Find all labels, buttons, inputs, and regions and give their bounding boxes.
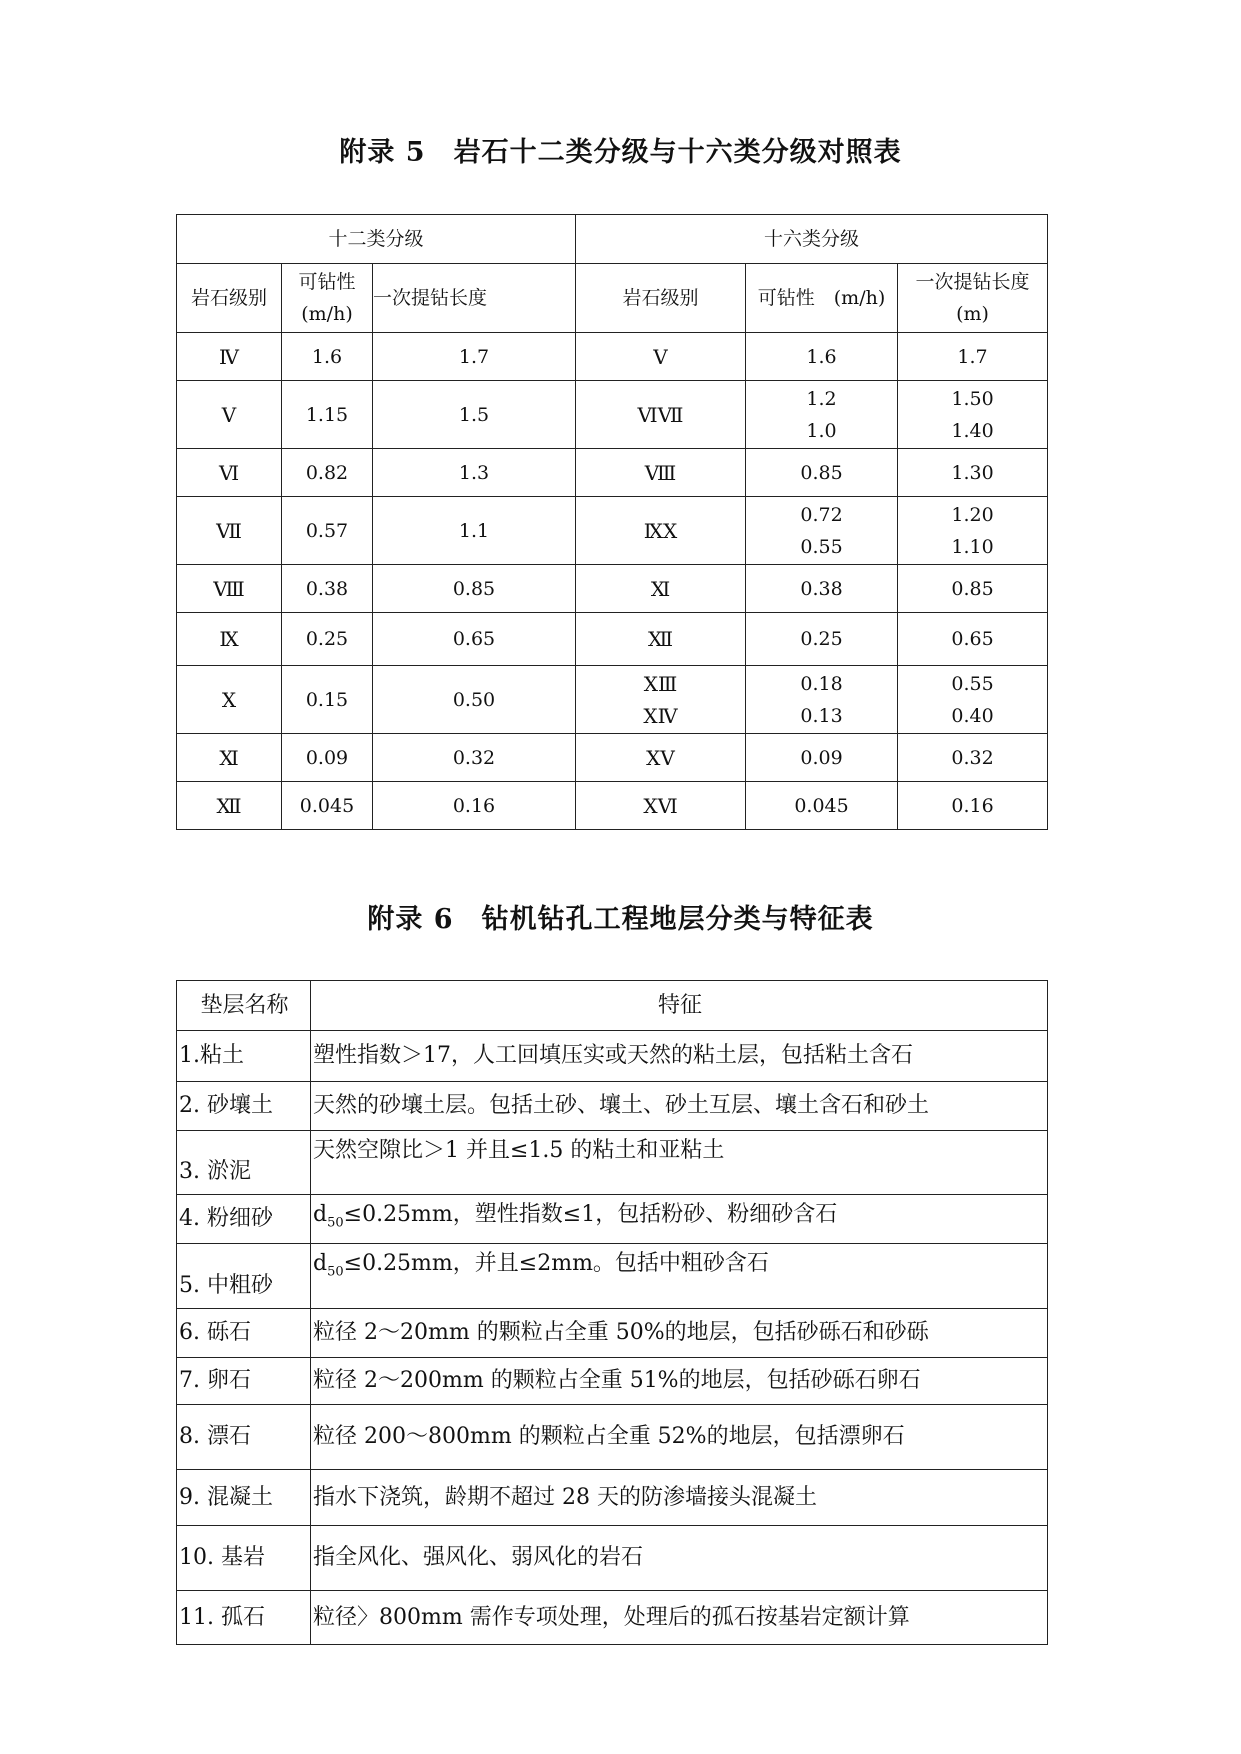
len16-cell: 0.32 bbox=[898, 734, 1048, 782]
table-row bbox=[177, 1405, 1048, 1470]
table-row bbox=[177, 613, 1048, 666]
col-name-header: 垫层名称 bbox=[177, 981, 311, 1031]
grade12-cell: Ⅺ bbox=[177, 734, 282, 782]
len12-cell: 1.3 bbox=[373, 449, 576, 497]
grade16-cell: ⅩⅢ ⅩⅣ bbox=[576, 666, 746, 734]
table-row bbox=[177, 565, 1048, 613]
drill12-cell: 1.6 bbox=[282, 333, 373, 381]
drill16-cell: 0.85 bbox=[746, 449, 898, 497]
table-row bbox=[177, 497, 1048, 565]
stratum-feature-cell: 粒径 200～800mm 的颗粒占全重 52%的地层，包括漂卵石 bbox=[311, 1405, 1048, 1470]
drill16-cell: 0.18 0.13 bbox=[746, 666, 898, 734]
table-row bbox=[177, 666, 1048, 734]
table-row bbox=[177, 1131, 1048, 1195]
table-row bbox=[177, 333, 1048, 381]
drill12-cell: 0.25 bbox=[282, 613, 373, 666]
stratum-classification-table bbox=[176, 980, 1048, 1645]
stratum-feature-cell: 指全风化、强风化、弱风化的岩石 bbox=[311, 1526, 1048, 1591]
drill12-cell: 0.38 bbox=[282, 565, 373, 613]
stratum-name-cell: 11. 孤石 bbox=[177, 1591, 311, 1645]
drill12-cell: 0.09 bbox=[282, 734, 373, 782]
grade16-cell: ⅨⅩ bbox=[576, 497, 746, 565]
table-row bbox=[177, 1244, 1048, 1309]
stratum-name-cell: 2. 砂壤土 bbox=[177, 1082, 311, 1131]
table-row bbox=[177, 1470, 1048, 1526]
table-row bbox=[177, 1526, 1048, 1591]
stratum-name-cell: 3. 淤泥 bbox=[177, 1131, 311, 1195]
grade12-cell: Ⅶ bbox=[177, 497, 282, 565]
grade16-cell: Ⅷ bbox=[576, 449, 746, 497]
grade16-cell: Ⅺ bbox=[576, 565, 746, 613]
drill12-cell: 0.82 bbox=[282, 449, 373, 497]
grade16-cell: ⅩⅤ bbox=[576, 734, 746, 782]
len12-cell: 1.1 bbox=[373, 497, 576, 565]
table-row bbox=[177, 782, 1048, 830]
drill16-cell: 0.045 bbox=[746, 782, 898, 830]
len12-cell: 0.85 bbox=[373, 565, 576, 613]
stratum-name-cell: 8. 漂石 bbox=[177, 1405, 311, 1470]
len16-cell: 1.7 bbox=[898, 333, 1048, 381]
len12-cell: 1.5 bbox=[373, 381, 576, 449]
len12-cell: 0.16 bbox=[373, 782, 576, 830]
stratum-feature-cell: 天然的砂壤土层。包括土砂、壤土、砂土互层、壤土含石和砂土 bbox=[311, 1082, 1048, 1131]
grade12-cell: Ⅵ bbox=[177, 449, 282, 497]
col-len16-header: 一次提钻长度 (m) bbox=[898, 264, 1048, 333]
stratum-feature-cell: 塑性指数＞17，人工回填压实或天然的粘土层，包括粘土含石 bbox=[311, 1031, 1048, 1082]
table-row bbox=[177, 381, 1048, 449]
col-drill12-header: 可钻性 (m/h) bbox=[282, 264, 373, 333]
len12-cell: 1.7 bbox=[373, 333, 576, 381]
stratum-name-cell: 4. 粉细砂 bbox=[177, 1195, 311, 1244]
len16-cell: 0.65 bbox=[898, 613, 1048, 666]
drill12-cell: 1.15 bbox=[282, 381, 373, 449]
table-row bbox=[177, 1082, 1048, 1131]
col-drill16-header: 可钻性 (m/h) bbox=[746, 264, 898, 333]
stratum-feature-cell: $d_{50}\le 0.25mm$，塑性指数≤1，包括粉砂、粉细砂含石 bbox=[311, 1195, 1048, 1244]
appendix6-title: 附录 6 钻机钻孔工程地层分类与特征表 bbox=[367, 904, 874, 935]
len12-cell: 0.65 bbox=[373, 613, 576, 666]
group-12-header: 十二类分级 bbox=[177, 215, 576, 264]
stratum-feature-cell: 天然空隙比＞1 并且≤1.5 的粘土和亚粘土 bbox=[311, 1131, 1048, 1195]
col-grade16-header: 岩石级别 bbox=[576, 264, 746, 333]
grade16-cell: ⅥⅦ bbox=[576, 381, 746, 449]
drill16-cell: 0.25 bbox=[746, 613, 898, 666]
grade12-cell: Ⅻ bbox=[177, 782, 282, 830]
grade12-cell: Ⅸ bbox=[177, 613, 282, 666]
drill12-cell: 0.045 bbox=[282, 782, 373, 830]
group-16-header: 十六类分级 bbox=[576, 215, 1048, 264]
table-row bbox=[177, 734, 1048, 782]
stratum-name-cell: 9. 混凝土 bbox=[177, 1470, 311, 1526]
grade12-cell: Ⅹ bbox=[177, 666, 282, 734]
table-row bbox=[177, 1195, 1048, 1244]
grade16-cell: Ⅴ bbox=[576, 333, 746, 381]
col-len12-header: 一次提钻长度 bbox=[373, 264, 576, 333]
stratum-name-cell: 6. 砾石 bbox=[177, 1309, 311, 1358]
appendix5-title: 附录 5 岩石十二类分级与十六类分级对照表 bbox=[339, 137, 902, 168]
len16-cell: 0.16 bbox=[898, 782, 1048, 830]
grade12-cell: Ⅴ bbox=[177, 381, 282, 449]
len12-cell: 0.32 bbox=[373, 734, 576, 782]
len16-cell: 1.30 bbox=[898, 449, 1048, 497]
grade16-cell: ⅩⅥ bbox=[576, 782, 746, 830]
stratum-name-cell: 5. 中粗砂 bbox=[177, 1244, 311, 1309]
len12-cell: 0.50 bbox=[373, 666, 576, 734]
drill16-cell: 1.2 1.0 bbox=[746, 381, 898, 449]
drill16-cell: 0.38 bbox=[746, 565, 898, 613]
len16-cell: 0.55 0.40 bbox=[898, 666, 1048, 734]
drill16-cell: 0.09 bbox=[746, 734, 898, 782]
drill16-cell: 0.72 0.55 bbox=[746, 497, 898, 565]
table-row bbox=[177, 1358, 1048, 1405]
drill16-cell: 1.6 bbox=[746, 333, 898, 381]
col-grade12-header: 岩石级别 bbox=[177, 264, 282, 333]
table-row bbox=[177, 1309, 1048, 1358]
stratum-feature-cell: 粒径 2～20mm 的颗粒占全重 50%的地层，包括砂砾石和砂砾 bbox=[311, 1309, 1048, 1358]
len16-cell: 1.50 1.40 bbox=[898, 381, 1048, 449]
len16-cell: 1.20 1.10 bbox=[898, 497, 1048, 565]
drill12-cell: 0.57 bbox=[282, 497, 373, 565]
stratum-feature-cell: 粒径 2～200mm 的颗粒占全重 51%的地层，包括砂砾石卵石 bbox=[311, 1358, 1048, 1405]
grade16-cell: Ⅻ bbox=[576, 613, 746, 666]
stratum-feature-cell: 粒径〉800mm 需作专项处理，处理后的孤石按基岩定额计算 bbox=[311, 1591, 1048, 1645]
stratum-feature-cell: 指水下浇筑，龄期不超过 28 天的防渗墙接头混凝土 bbox=[311, 1470, 1048, 1526]
rock-grade-comparison-table bbox=[176, 214, 1048, 830]
len16-cell: 0.85 bbox=[898, 565, 1048, 613]
table-row bbox=[177, 449, 1048, 497]
stratum-name-cell: 7. 卵石 bbox=[177, 1358, 311, 1405]
drill12-cell: 0.15 bbox=[282, 666, 373, 734]
grade12-cell: Ⅳ bbox=[177, 333, 282, 381]
stratum-name-cell: 10. 基岩 bbox=[177, 1526, 311, 1591]
stratum-name-cell: 1.粘土 bbox=[177, 1031, 311, 1082]
col-feature-header: 特征 bbox=[311, 981, 1048, 1031]
table-row bbox=[177, 1591, 1048, 1645]
table-row bbox=[177, 1031, 1048, 1082]
grade12-cell: Ⅷ bbox=[177, 565, 282, 613]
stratum-feature-cell: $d_{50}\le 0.25mm$，并且≤2mm。包括中粗砂含石 bbox=[311, 1244, 1048, 1309]
